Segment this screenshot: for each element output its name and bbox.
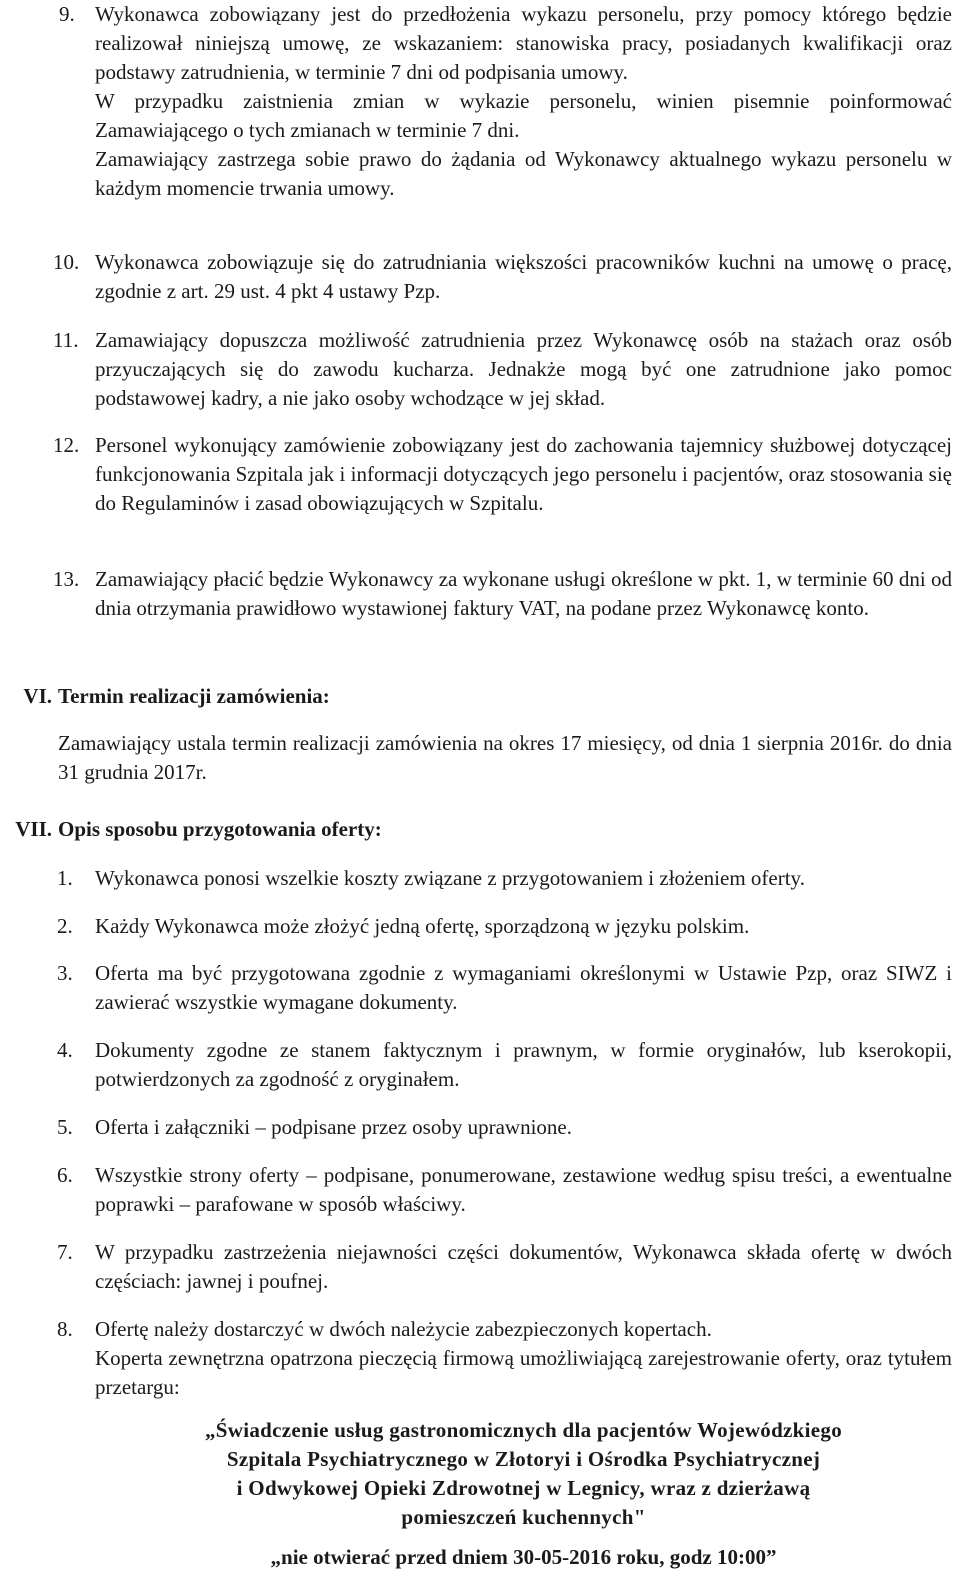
tender-title-line: Szpitala Psychiatrycznego w Złotoryi i Ośrodka Psychiatrycznej <box>226 1447 821 1471</box>
item-text: Dokumenty zgodne ze stanem faktycznym i prawnym, w formie oryginałów, lub kserokopii, potwierdzonych za zgodność z oryginałem. <box>95 1038 952 1091</box>
section-title: Opis sposobu przygotowania oferty: <box>58 817 382 841</box>
offer-item-4 <box>57 1036 952 1094</box>
item-number: 7. <box>57 1240 73 1264</box>
item-text: Wykonawca ponosi wszelkie koszty związane z przygotowaniem i złożeniem oferty. <box>95 866 805 890</box>
section-number: VI. <box>23 684 52 708</box>
item-number: 1. <box>57 866 73 890</box>
item-paragraph: W przypadku zaistnienia zmian w wykazie personelu, winien pisemnie poinformować Zamawiającego o tych zmianach w terminie 7 dni. <box>95 89 952 142</box>
item-number: 11. <box>53 328 79 352</box>
item-paragraph: Wykonawca zobowiązuje się do zatrudniania większości pracowników kuchni na umowę o pracę, zgodnie z art. 29 ust. 4 pkt 4 ustawy Pzp. <box>95 250 952 303</box>
item-paragraph: Wykonawca zobowiązany jest do przedłożenia wykazu personelu, przy pomocy którego będzie realizował niniejszą umowę, ze wskazaniem: stanowiska pracy, posiadanych kwalifikacji oraz podstawy zatrudnienia, w terminie 7 dni od podpisania umowy. <box>95 2 952 84</box>
item-paragraph: Personel wykonujący zamówienie zobowiązany jest do zachowania tajemnicy służbowej dotyczącej funkcjonowania Szpitala jak i informacji dotyczących jego personelu i pacjentów, oraz stosowania się do Regulaminów i zasad obowiązujących w Szpitalu. <box>95 433 952 515</box>
item-number: 13. <box>53 567 80 591</box>
tender-title-line: „Świadczenie usług gastronomicznych dla pacjentów Wojewódzkiego <box>204 1418 843 1442</box>
list-item-12 <box>53 431 952 518</box>
offer-item-1 <box>57 864 952 893</box>
offer-item-6 <box>57 1161 952 1219</box>
item-paragraph: Zamawiający płacić będzie Wykonawcy za wykonane usługi określone w pkt. 1, w terminie 60 dni od dnia otrzymania prawidłowo wystawionej faktury VAT, na podane przez Wykonawcę konto. <box>95 567 952 620</box>
item-number: 5. <box>57 1115 73 1139</box>
item-number: 6. <box>57 1163 73 1187</box>
item-number: 12. <box>53 433 80 457</box>
item-number: 8. <box>57 1317 73 1341</box>
item-paragraph: Zamawiający dopuszcza możliwość zatrudnienia przez Wykonawcę osób na stażach oraz osób przyuczających się do zawodu kucharza. Jednakże mogą być one zatrudnione jako pomoc podstawowej kadry, a nie jako osoby wchodzące w jej skład. <box>95 328 952 410</box>
list-item-9 <box>59 0 952 203</box>
item-text: Ofertę należy dostarczyć w dwóch należycie zabezpieczonych kopertach. <box>95 1317 712 1341</box>
tender-title-line: pomieszczeń kuchennych" <box>401 1505 646 1529</box>
section-title: Termin realizacji zamówienia: <box>58 684 330 708</box>
item-text: Każdy Wykonawca może złożyć jedną ofertę, sporządzoną w języku polskim. <box>95 914 750 938</box>
item-number: 4. <box>57 1038 73 1062</box>
item-text: W przypadku zastrzeżenia niejawności części dokumentów, Wykonawca składa ofertę w dwóch częściach: jawnej i poufnej. <box>95 1240 952 1293</box>
item-text: Wszystkie strony oferty – podpisane, ponumerowane, zestawione według spisu treści, a ewentualne poprawki – parafowane w sposób właściwy. <box>95 1163 952 1216</box>
section-number: VII. <box>15 817 52 841</box>
offer-item-8 <box>57 1315 952 1402</box>
offer-item-5 <box>57 1113 952 1142</box>
section-vi-heading <box>23 682 330 711</box>
offer-item-2 <box>57 912 952 941</box>
offer-item-3 <box>57 959 952 1017</box>
item-text: Oferta ma być przygotowana zgodnie z wymaganiami określonymi w Ustawie Pzp, oraz SIWZ i zawierać wszystkie wymagane dokumenty. <box>95 961 952 1014</box>
offer-item-7 <box>57 1238 952 1296</box>
do-not-open-notice: „nie otwierać przed dniem 30-05-2016 roku, godz 10:00” <box>270 1545 777 1569</box>
item-text-continued: Koperta zewnętrzna opatrzona pieczęcią firmową umożliwiającą zarejestrowanie oferty, oraz tytułem przetargu: <box>95 1346 952 1399</box>
tender-title-line: i Odwykowej Opieki Zdrowotnej w Legnicy, wraz z dzierżawą <box>236 1476 811 1500</box>
list-item-10 <box>53 248 952 306</box>
item-number: 9. <box>59 2 75 26</box>
item-number: 3. <box>57 961 73 985</box>
list-item-11 <box>53 326 952 413</box>
item-paragraph: Zamawiający zastrzega sobie prawo do żądania od Wykonawcy aktualnego wykazu personelu w każdym momencie trwania umowy. <box>95 147 952 200</box>
item-text: Oferta i załączniki – podpisane przez osoby uprawnione. <box>95 1115 572 1139</box>
section-vi-text: Zamawiający ustala termin realizacji zamówienia na okres 17 miesięcy, od dnia 1 sierpnia 2016r. do dnia 31 grudnia 2017r. <box>58 731 952 784</box>
tender-title <box>95 1416 952 1532</box>
list-item-13 <box>53 565 952 623</box>
item-number: 10. <box>53 250 80 274</box>
item-number: 2. <box>57 914 73 938</box>
section-vii-heading <box>15 815 382 844</box>
